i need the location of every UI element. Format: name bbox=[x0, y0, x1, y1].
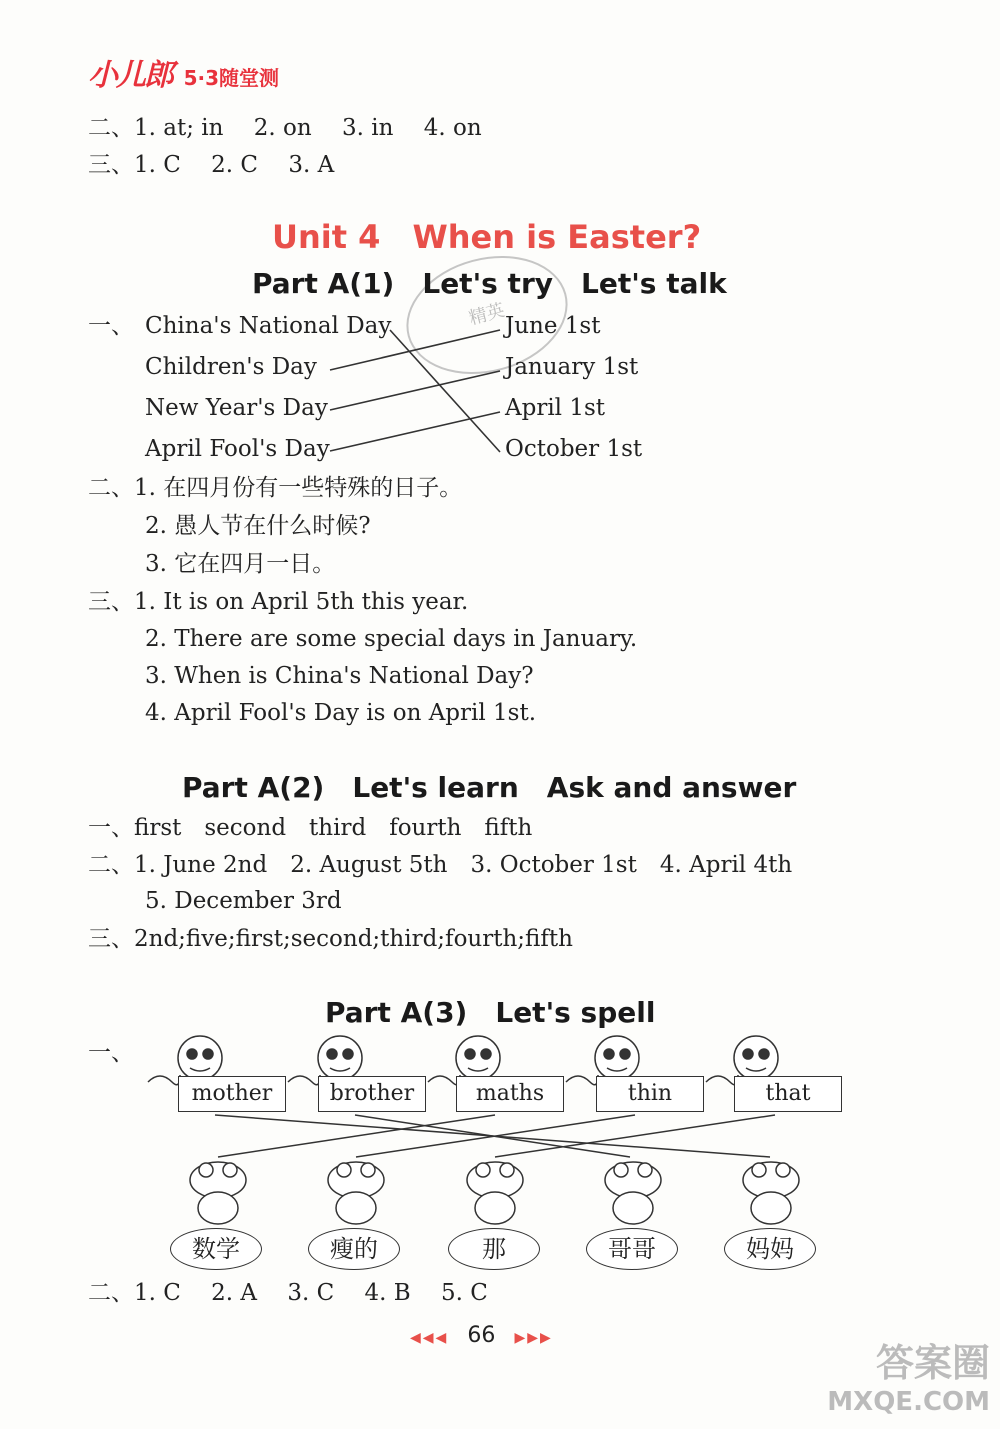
a1-q2-line-1: 二、1. 在四月份有一些特殊的日子。 bbox=[88, 475, 463, 501]
frog-icon-4 bbox=[605, 1162, 661, 1224]
match-line-newyear-january bbox=[330, 371, 500, 410]
a1-q2-line-2: 2. 愚人节在什么时候? bbox=[145, 513, 371, 539]
a2-q2-line-2: 5. December 3rd bbox=[145, 888, 342, 914]
arrow-right-icon: ▶▶▶ bbox=[514, 1330, 553, 1346]
brand-series: 5·3随堂测 bbox=[183, 66, 280, 90]
page-number: 66 bbox=[467, 1323, 496, 1348]
a3-q1-label: 一、 bbox=[88, 1040, 134, 1066]
word-box-maths: maths bbox=[456, 1076, 564, 1112]
a1-q2-line-3: 3. 它在四月一日。 bbox=[145, 551, 336, 577]
match-right-4: October 1st bbox=[505, 436, 643, 462]
section-a1-heading: Part A(1) Let's try Let's talk bbox=[252, 267, 727, 300]
page-footer bbox=[410, 1323, 553, 1348]
a1-q1-label: 一、 bbox=[88, 313, 134, 339]
a1-q3-line-2: 2. There are some special days in January. bbox=[145, 626, 638, 652]
frog-icon-1 bbox=[190, 1162, 246, 1224]
match-left-4: April Fool's Day bbox=[145, 436, 330, 462]
match-line-fool-april bbox=[330, 412, 500, 451]
frog-icon-3 bbox=[467, 1162, 523, 1224]
a1-q3-line-4: 4. April Fool's Day is on April 1st. bbox=[145, 700, 537, 726]
a3-q2-line: 二、1. C 2. A 3. C 4. B 5. C bbox=[88, 1280, 488, 1306]
oval-shuxue: 数学 bbox=[170, 1228, 262, 1270]
match-left-2: Children's Day bbox=[145, 354, 317, 380]
matching-lines-a1 bbox=[0, 0, 1000, 520]
review-stamp: 精英 bbox=[393, 239, 581, 392]
spell-matching-lines bbox=[215, 1115, 775, 1157]
match-right-1: June 1st bbox=[505, 313, 601, 339]
arrow-left-icon: ◀◀◀ bbox=[410, 1330, 449, 1346]
oval-na: 那 bbox=[448, 1228, 540, 1270]
section-a3-heading: Part A(3) Let's spell bbox=[325, 996, 656, 1029]
a2-q1-line: 一、first second third fourth fifth bbox=[88, 815, 533, 841]
frog-icon-2 bbox=[328, 1162, 384, 1224]
word-box-that: that bbox=[734, 1076, 842, 1112]
answer-line-2: 二、1. at; in 2. on 3. in 4. on bbox=[88, 115, 482, 141]
watermark bbox=[827, 1332, 990, 1417]
watermark-bottom: MXQE.COM bbox=[827, 1387, 990, 1417]
brand-logo: 小儿郎 bbox=[88, 58, 172, 93]
match-left-1: China's National Day bbox=[145, 313, 392, 339]
a2-q3-line: 三、2nd;five;first;second;third;fourth;fifth bbox=[88, 926, 573, 952]
oval-gege: 哥哥 bbox=[586, 1228, 678, 1270]
match-right-2: January 1st bbox=[505, 354, 639, 380]
oval-shoude: 瘦的 bbox=[308, 1228, 400, 1270]
match-left-3: New Year's Day bbox=[145, 395, 328, 421]
word-box-thin: thin bbox=[596, 1076, 704, 1112]
oval-mama: 妈妈 bbox=[724, 1228, 816, 1270]
match-right-3: April 1st bbox=[505, 395, 606, 421]
a2-q2-line-1: 二、1. June 2nd 2. August 5th 3. October 1st 4. April 4th bbox=[88, 852, 793, 878]
word-box-brother: brother bbox=[318, 1076, 426, 1112]
answer-line-3: 三、1. C 2. C 3. A bbox=[88, 152, 335, 178]
watermark-top: 答案圈 bbox=[875, 1341, 990, 1385]
a1-q3-line-1: 三、1. It is on April 5th this year. bbox=[88, 589, 469, 615]
a1-q3-line-3: 3. When is China's National Day? bbox=[145, 663, 534, 689]
section-a2-heading: Part A(2) Let's learn Ask and answer bbox=[182, 771, 797, 804]
frog-icon-5 bbox=[743, 1162, 799, 1224]
match-line-children-june bbox=[330, 330, 500, 370]
unit-title: Unit 4 When is Easter? bbox=[272, 218, 702, 256]
word-box-mother: mother bbox=[178, 1076, 286, 1112]
